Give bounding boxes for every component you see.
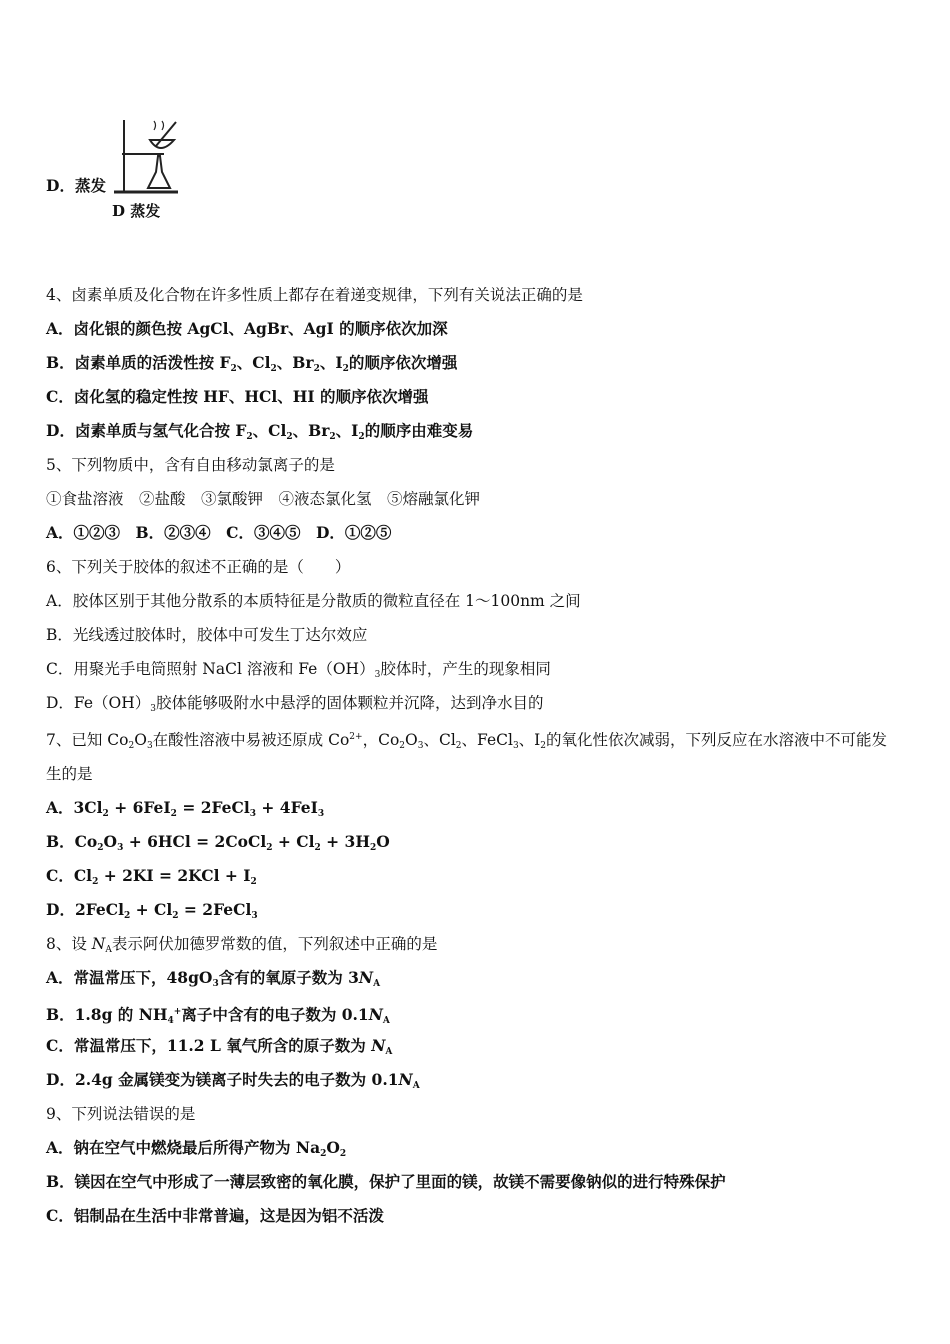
text-run: O — [103, 832, 118, 851]
text-run: O — [376, 832, 390, 851]
subscript: 2 — [170, 809, 177, 819]
text-run: 、Cl — [423, 731, 456, 749]
subscript: 3 — [117, 843, 124, 853]
italic-symbol: N — [358, 968, 374, 987]
subscript: 2 — [270, 364, 277, 374]
text-run: D．2FeCl — [46, 900, 124, 919]
subscript: 2 — [314, 843, 321, 853]
subscript: 2 — [97, 843, 104, 853]
text-run: 5、下列物质中，含有自由移动氯离子的是 — [46, 456, 335, 474]
text-run: + Cl — [130, 900, 173, 919]
text-run: 、I — [518, 731, 541, 749]
text-line — [46, 1002, 390, 1031]
subscript: 3 — [150, 704, 156, 714]
subscript: A — [105, 945, 112, 955]
subscript: 4 — [167, 1016, 174, 1026]
subscript: A — [373, 979, 381, 989]
text-line — [46, 693, 543, 719]
text-line — [46, 557, 350, 577]
text-run: + Cl — [272, 832, 315, 851]
text-line — [46, 832, 390, 858]
text-run: 、I — [319, 353, 343, 372]
text-run: + 6FeI — [108, 798, 171, 817]
text-line — [46, 489, 480, 509]
text-run: 7、已知 Co — [46, 731, 129, 749]
text-line — [46, 455, 335, 475]
subscript: 2 — [370, 843, 377, 853]
subscript: 2 — [342, 364, 349, 374]
subscript: 2 — [92, 877, 99, 887]
italic-symbol: N — [91, 935, 106, 953]
figure-caption: D 蒸发 — [112, 202, 161, 220]
text-run: D．蒸发 — [46, 176, 106, 195]
text-run: D．Fe（OH） — [46, 694, 151, 712]
subscript: 3 — [249, 809, 256, 819]
subscript: 2 — [250, 877, 257, 887]
text-run: C．卤化氢的稳定性按 HF、HCl、HI 的顺序依次增强 — [46, 387, 429, 406]
text-run: 6、下列关于胶体的叙述不正确的是（ ） — [46, 558, 351, 576]
text-run: + 4FeI — [256, 798, 318, 817]
text-line — [46, 1138, 346, 1164]
text-run: 、Br — [292, 421, 330, 440]
text-run: 的氧化性依次减弱，下列反应在水溶液中不可能发 — [546, 731, 888, 749]
subscript: 2 — [172, 911, 179, 921]
text-run: A．常温常压下，48gO — [46, 968, 213, 987]
text-run: 胶体时，产生的现象相同 — [380, 660, 551, 678]
superscript: + — [173, 1007, 182, 1017]
text-run: 胶体能够吸附水中悬浮的固体颗粒并沉降，达到净水目的 — [155, 694, 544, 712]
text-run: O — [134, 731, 147, 749]
text-line — [46, 1206, 384, 1226]
text-line — [46, 764, 93, 784]
text-run: 的顺序依次增强 — [348, 353, 458, 372]
text-run: 、Cl — [252, 421, 287, 440]
italic-symbol: N — [368, 1005, 383, 1024]
subscript: 2 — [339, 1149, 347, 1159]
text-line — [46, 798, 324, 824]
italic-symbol: N — [371, 1036, 386, 1055]
text-run: 含有的氧原子数为 3 — [218, 968, 359, 987]
text-run: 生的是 — [46, 765, 93, 783]
text-run: + 6HCl = 2CoCl — [123, 832, 267, 851]
text-line — [46, 900, 258, 926]
text-run: + 2KI = 2KCl + I — [98, 866, 251, 885]
subscript: 2 — [320, 1149, 327, 1159]
italic-symbol: N — [398, 1070, 413, 1089]
subscript: 2 — [399, 741, 406, 751]
subscript: 2 — [246, 432, 253, 442]
text-run: B．卤素单质的活泼性按 F — [46, 353, 231, 372]
subscript: 3 — [251, 911, 258, 921]
subscript: 3 — [417, 741, 424, 751]
text-run: 9、下列说法错误的是 — [46, 1105, 196, 1123]
text-line — [46, 625, 367, 645]
text-line — [46, 934, 437, 960]
subscript: 2 — [329, 432, 336, 442]
subscript: 2 — [102, 809, 109, 819]
text-line — [46, 421, 473, 447]
text-run: A．3Cl — [46, 798, 103, 817]
text-line — [46, 523, 391, 543]
subscript: 2 — [128, 741, 135, 751]
text-run: 、Cl — [236, 353, 271, 372]
text-run: A．钠在空气中燃烧最后所得产物为 Na — [46, 1138, 321, 1157]
subscript: A — [412, 1081, 420, 1091]
subscript: 3 — [317, 809, 325, 819]
text-run: A．①②③ B．②③④ C．③④⑤ D．①②⑤ — [46, 523, 392, 542]
text-run: ，Co — [362, 731, 400, 749]
text-line — [46, 591, 581, 611]
text-line — [46, 968, 380, 994]
text-run: A．卤化银的颜色按 AgCl、AgBr、AgI 的顺序依次加深 — [46, 319, 448, 338]
subscript: 3 — [512, 741, 519, 751]
subscript: 2 — [358, 432, 365, 442]
subscript: 2 — [123, 911, 131, 921]
text-run: + 3H — [320, 832, 370, 851]
text-line — [46, 1104, 195, 1124]
text-line — [46, 866, 257, 892]
text-run: B．镁因在空气中形成了一薄层致密的氧化膜，保护了里面的镁，故镁不需要像钠似的进行特殊保护 — [46, 1172, 726, 1191]
text-run: B．Co — [46, 832, 98, 851]
text-line — [46, 1036, 392, 1062]
text-run: 、FeCl — [461, 731, 513, 749]
text-run: O — [405, 731, 418, 749]
text-run: D．卤素单质与氢气化合按 F — [46, 421, 247, 440]
text-line — [46, 1172, 726, 1192]
subscript: 3 — [212, 979, 219, 989]
text-run: B．1.8g 的 NH — [46, 1005, 168, 1024]
text-run: 离子中含有的电子数为 0.1 — [181, 1005, 369, 1024]
text-run: O — [326, 1138, 340, 1157]
text-run: 在酸性溶液中易被还原成 Co — [152, 731, 350, 749]
text-line — [46, 176, 106, 196]
text-run: C．铝制品在生活中非常普遍，这是因为铝不活泼 — [46, 1206, 384, 1225]
text-run: = 2FeCl — [178, 900, 252, 919]
subscript: A — [385, 1047, 393, 1057]
text-line — [46, 387, 429, 407]
text-run: A．胶体区别于其他分散系的本质特征是分散质的微粒直径在 1～100nm 之间 — [46, 592, 581, 610]
text-run: C．用聚光手电筒照射 NaCl 溶液和 Fe（OH） — [46, 660, 375, 678]
text-run: C．常温常压下，11.2 L 氧气所含的原子数为 — [46, 1036, 372, 1055]
text-run: 8、设 — [46, 935, 92, 953]
text-line — [46, 1070, 420, 1096]
subscript: 2 — [455, 741, 462, 751]
text-run: C．Cl — [46, 866, 93, 885]
text-run: = 2FeCl — [176, 798, 250, 817]
text-line — [46, 285, 583, 305]
text-run: D．2.4g 金属镁变为镁离子时失去的电子数为 0.1 — [46, 1070, 399, 1089]
subscript: 2 — [540, 741, 547, 751]
text-run: 、I — [335, 421, 359, 440]
text-line — [46, 727, 887, 756]
text-run: 表示阿伏加德罗常数的值，下列叙述中正确的是 — [111, 935, 438, 953]
subscript: 2 — [286, 432, 293, 442]
text-run: 4、卤素单质及化合物在许多性质上都存在着递变规律，下列有关说法正确的是 — [46, 286, 583, 304]
superscript: 2+ — [349, 732, 363, 742]
text-line — [46, 319, 448, 339]
text-run: ①食盐溶液 ②盐酸 ③氯酸钾 ④液态氯化氢 ⑤熔融氯化钾 — [46, 490, 481, 508]
subscript: 2 — [266, 843, 273, 853]
subscript: 2 — [230, 364, 237, 374]
subscript: A — [382, 1016, 390, 1026]
text-run: B．光线透过胶体时，胶体中可发生丁达尔效应 — [46, 626, 368, 644]
subscript: 3 — [374, 670, 381, 680]
text-run: 、Br — [276, 353, 314, 372]
text-run: 的顺序由难变易 — [364, 421, 474, 440]
subscript: 3 — [146, 741, 153, 751]
subscript: 2 — [313, 364, 320, 374]
text-line — [46, 659, 551, 685]
text-line — [46, 353, 457, 379]
